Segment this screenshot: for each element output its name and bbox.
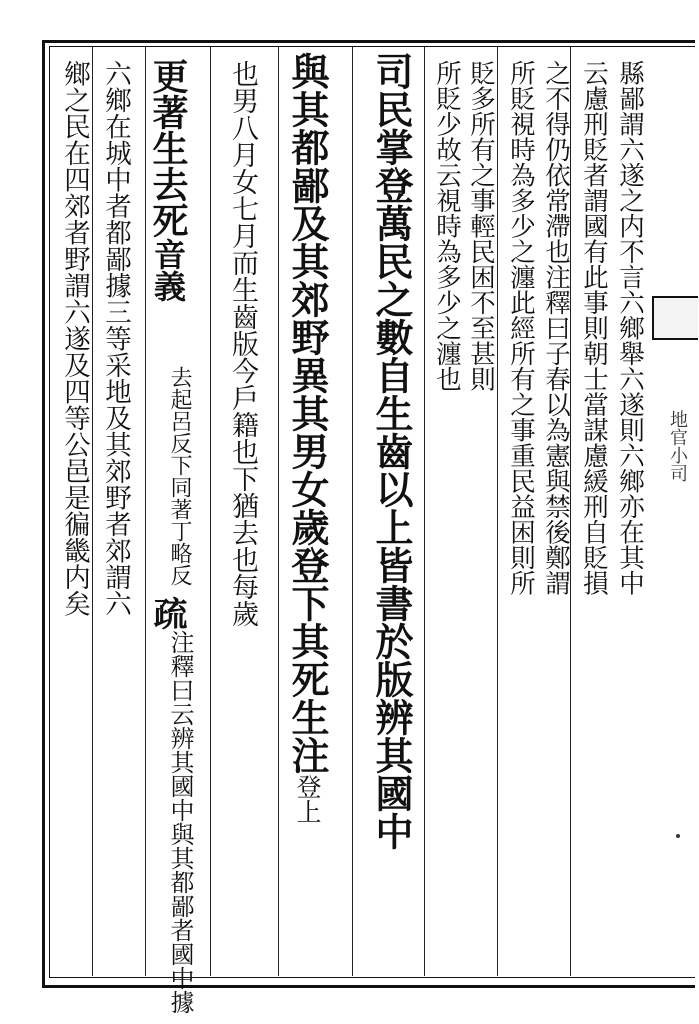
main-text: 更著生去死	[147, 58, 189, 238]
text-column-4: 所貶視時為多少之瀍此經所有之事重民益困則所	[506, 60, 536, 596]
text-column-2: 云慮刑貶者謂國有此事則朝士當謀慮緩刑自貶損	[579, 60, 609, 596]
side-label: 地官小司	[667, 410, 688, 482]
column-rule	[145, 47, 146, 976]
text-column-10	[147, 58, 189, 302]
column-rule	[278, 47, 279, 976]
column-rule	[210, 47, 211, 976]
inline-note: 登上	[293, 774, 322, 824]
column-rule	[424, 47, 425, 976]
ink-speck	[676, 834, 680, 838]
text-column-12: 鄉之民在四郊者野謂六遂及四等公邑是徧畿内矣	[59, 60, 90, 617]
text-column-1: 縣鄙謂六遂之内不言六鄉舉六遂則六鄉亦在其中	[615, 60, 645, 596]
column-rule	[92, 47, 93, 976]
text-column-3: 之不得仍依常滯也注釋曰子春以為憲與禁後鄭謂	[541, 60, 571, 596]
section-mark-yinyi: 音義	[149, 238, 187, 302]
column-rule	[352, 47, 353, 976]
yinyi-note: 去起呂反下同著丁略反	[167, 366, 192, 586]
main-text-column-2	[285, 52, 330, 824]
text-column-6: 所貶少故云視時為多少之瀍也	[432, 60, 462, 392]
shu-note: 注釋曰云辨其國中與其都鄙者國中據	[166, 630, 194, 1014]
text-column-5: 貶多所有之事輕民困不至甚則	[466, 60, 496, 392]
column-rule	[497, 47, 498, 976]
main-text: 與其都鄙及其郊野異其男女歲登下其死生注	[285, 52, 330, 774]
main-text-column-1: 司民掌登萬民之數自生齒以上皆書於版辨其國中	[369, 52, 414, 850]
section-mark-shu: 疏	[147, 596, 187, 630]
text-column-11: 六鄉在城中者都鄙據三等采地及其郊野者郊謂六	[100, 60, 131, 617]
fish-tail-mark	[652, 296, 698, 340]
text-column-9: 也男八月女七月而生齒版今戶籍也下猶去也每歲	[227, 60, 258, 627]
